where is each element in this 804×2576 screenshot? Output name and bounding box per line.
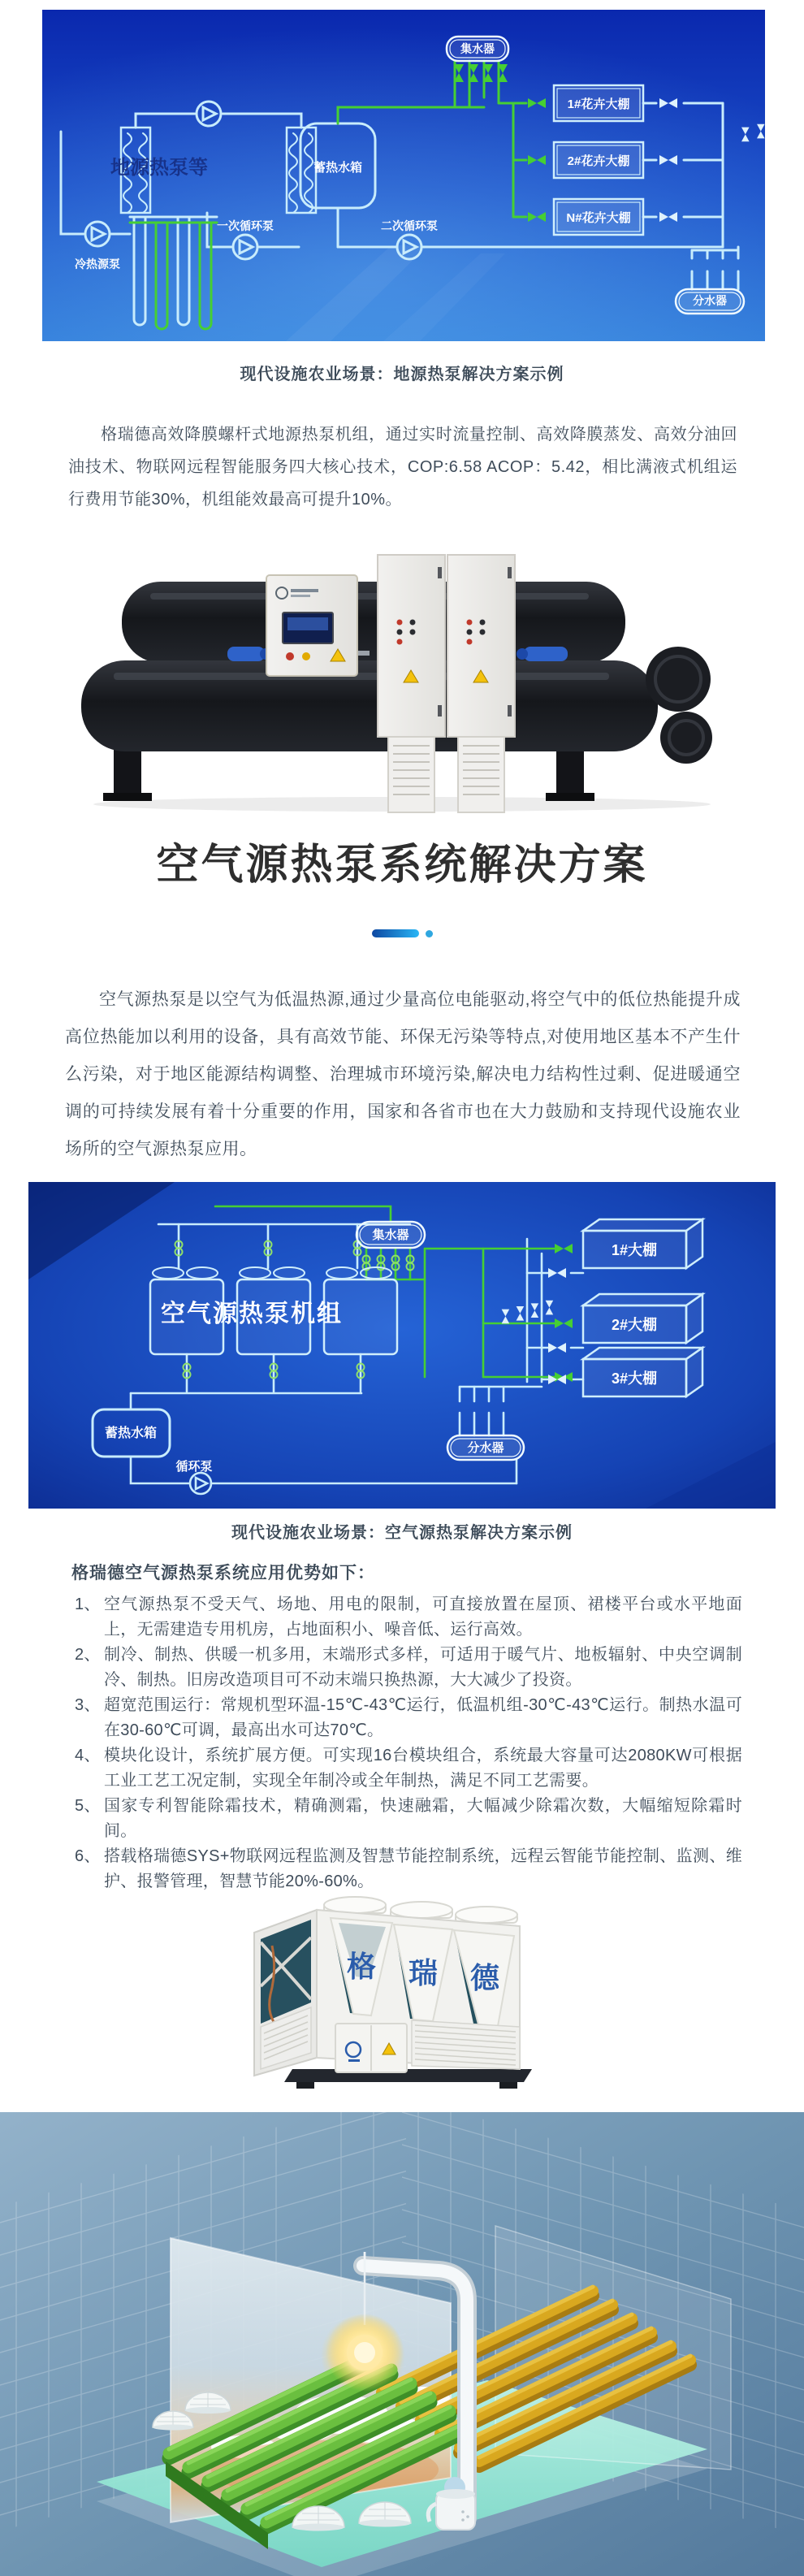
advantage-text: 超宽范围运行：常规机型环温-15℃-43℃运行，低温机组-30℃-43℃运行。制热水温可在30-60℃可调，最高出水可达70℃。 xyxy=(104,1696,742,1739)
blue-valve-right xyxy=(524,647,568,661)
label-pump-primary: 一次循环泵 xyxy=(217,219,274,232)
advantage-text: 空气源热泵不受天气、场地、用电的限制，可直接放置在屋顶、裙楼平台或水平地面上，无需建造专用机房，占地面积小、噪音低、运行高效。 xyxy=(104,1595,742,1639)
brand-char-3: 德 xyxy=(469,1961,500,1994)
label-collector: 集水器 xyxy=(460,42,495,55)
advantage-text: 搭载格瑞德SYS+物联网远程监测及智慧节能控制系统，远程云智能节能控制、监测、维护、报警管理，智慧节能20%-60%。 xyxy=(104,1847,742,1890)
advantage-number: 3、 xyxy=(75,1696,101,1714)
advantage-number: 4、 xyxy=(75,1747,101,1764)
advantage-item xyxy=(75,1794,742,1844)
advantage-item xyxy=(75,1693,742,1743)
title-decoration xyxy=(0,929,804,937)
label-pump-secondary: 二次循环泵 xyxy=(381,219,438,232)
label-distributor: 分水器 xyxy=(693,294,727,307)
advantage-number: 6、 xyxy=(75,1847,101,1865)
louver-panels xyxy=(412,2020,520,2069)
label-greenhouse1-2: 1#大棚 xyxy=(611,1242,658,1258)
advantage-item xyxy=(75,1743,742,1794)
label-distributor2: 分水器 xyxy=(467,1441,504,1455)
smart-agriculture-3d-illustration xyxy=(0,2112,804,2576)
section2-intro-paragraph: 空气源热泵是以空气为低温热源,通过少量高位电能驱动,将空气中的低位热能提升成高位热能加以利用的设备，具有高效节能、环保无污染等特点,对使用地区基本不产生什么污染，对于地区能源结构调整、治理城市环境污染,解决电力结构性过剩、促进暖通空调的可持续发展有着十分重要的作用，国家和各省市也在大力鼓励和支持现代设施农业场所的空气源热泵应用。 xyxy=(65,990,741,1158)
air-source-heat-pump-diagram xyxy=(28,1182,776,1509)
grad-air-source-unit-image xyxy=(240,1864,564,2096)
label-unit: 空气源热泵机组 xyxy=(161,1301,343,1327)
brand-char-2: 瑞 xyxy=(408,1956,439,1989)
ground-source-heat-pump-diagram xyxy=(42,10,765,341)
label-collector2: 集水器 xyxy=(372,1228,409,1242)
decoration-bar xyxy=(372,929,419,937)
label-pump2: 循环泵 xyxy=(175,1460,213,1474)
advantage-text: 模块化设计，系统扩展方便。可实现16台模块组合，系统最大容量可达2080KW可根据工业工艺工况定制，实现全年制冷或全年制热，满足不同工艺需要。 xyxy=(104,1747,742,1790)
decoration-dot xyxy=(426,930,433,937)
intro1-paragraph: 格瑞德高效降膜螺杆式地源热泵机组，通过实时流量控制、高效降膜蒸发、高效分油回油技术、物联网远程智能服务四大核心技术，COP:6.58 ACOP：5.42，相比满液式机组运行费用节能30%，机组能效最高可提升10%。 xyxy=(68,426,737,509)
label-greenhouse1: 1#花卉大棚 xyxy=(567,97,630,111)
advantage-item xyxy=(75,1643,742,1693)
label-greenhouse2: 2#花卉大棚 xyxy=(567,154,630,168)
label-pump-source: 冷热源泵 xyxy=(75,258,120,271)
diagram2-caption: 现代设施农业场景：空气源热泵解决方案示例 xyxy=(231,1524,573,1542)
advantage-number: 2、 xyxy=(75,1646,101,1664)
advantage-item xyxy=(75,1592,742,1643)
screw-chiller-image xyxy=(37,543,767,815)
advantage-text: 国家专利智能除霜技术，精确测霜，快速融霜，大幅减少除霜次数，大幅缩短除霜时间。 xyxy=(104,1797,742,1840)
label-tank: 蓄热水箱 xyxy=(313,161,363,175)
advantage-number: 1、 xyxy=(75,1595,101,1613)
access-door xyxy=(335,2024,407,2072)
advantage-number: 5、 xyxy=(75,1797,101,1815)
control-panel xyxy=(266,575,357,676)
label-tank2: 蓄热水箱 xyxy=(104,1427,158,1440)
section2-title: 空气源热泵系统解决方案 xyxy=(156,842,648,889)
blue-valve-left xyxy=(227,647,265,661)
advantages-intro: 格瑞德空气源热泵系统应用优势如下： xyxy=(71,1564,375,1582)
label-heatpump: 地源热泵等 xyxy=(110,157,208,179)
advantages-list xyxy=(75,1592,742,1894)
diagram1-caption: 现代设施农业场景：地源热泵解决方案示例 xyxy=(240,366,564,383)
brand-char-1: 格 xyxy=(346,1950,377,1983)
advantage-text: 制冷、制热、供暖一机多用，末端形式多样，可适用于暖气片、地板辐射、中央空调制冷、制热。旧房改造项目可不动末端只换热源，大大减少了投资。 xyxy=(104,1646,742,1689)
label-greenhouseN: N#花卉大棚 xyxy=(566,211,631,225)
label-greenhouse2-2: 2#大棚 xyxy=(611,1317,658,1333)
label-greenhouse3-2: 3#大棚 xyxy=(611,1370,658,1387)
